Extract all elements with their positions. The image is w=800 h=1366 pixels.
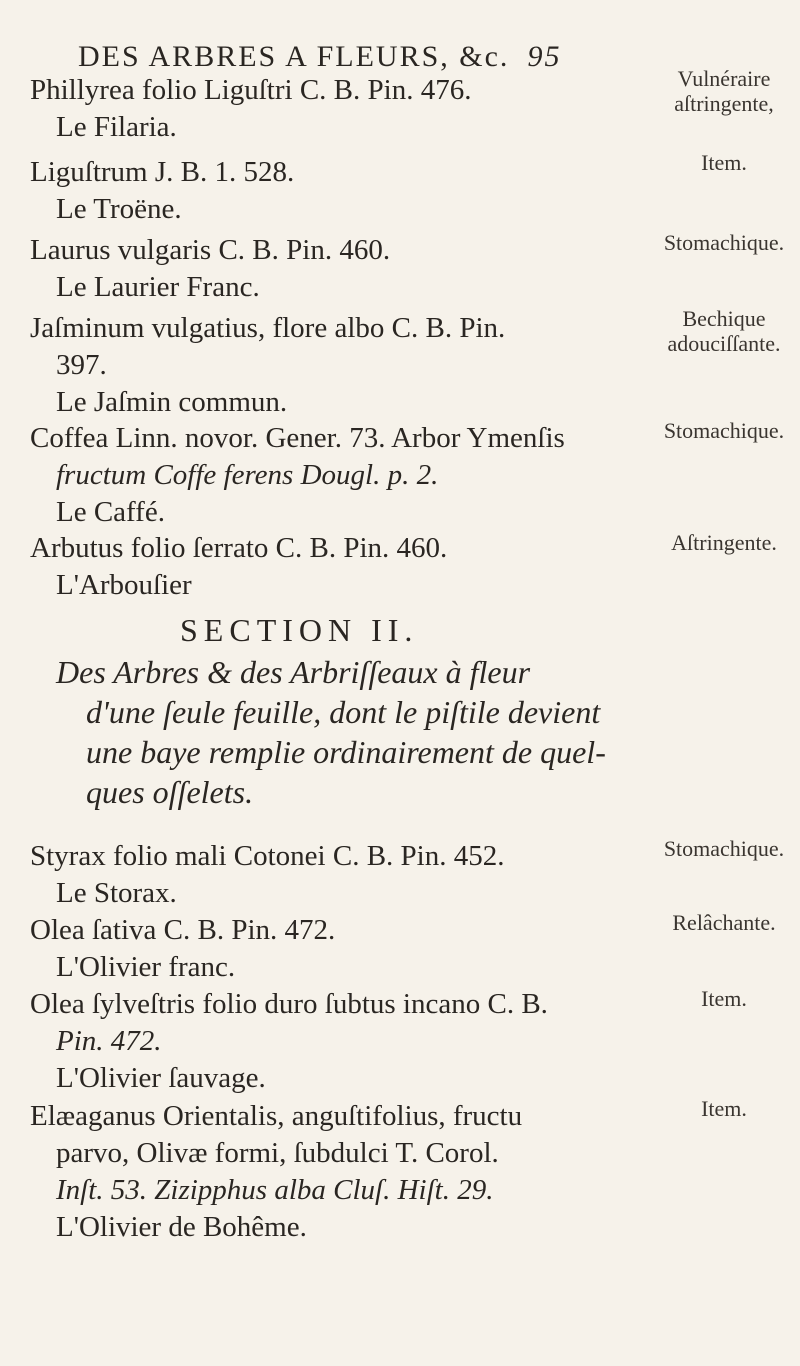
entry-note: Stomachique. (663, 230, 785, 255)
entry-french: Le Filaria. (56, 111, 177, 143)
section-subtitle (56, 652, 656, 812)
running-header (78, 40, 561, 74)
entry-french: L'Olivier ſauvage. (56, 1062, 266, 1094)
entry-note: Stomachique. (663, 418, 785, 443)
entry-note: Relâchante. (672, 910, 776, 935)
subtitle-line: Des Arbres & des Arbriſſeaux à fleur (56, 654, 531, 690)
subtitle-line: d'une ſeule feuille, dont le piſtile devient (86, 694, 601, 730)
entry-french: Le Storax. (56, 877, 177, 909)
entry-french: Le Troëne. (56, 193, 182, 225)
entry-latin: Elæaganus Orientalis, anguſtifolius, fructu (30, 1100, 523, 1132)
entry-latin: Coffea Linn. novor. Gener. 73. Arbor Ymenſis (30, 422, 565, 454)
entry-note: Item. (701, 1096, 747, 1121)
entry-note: Vulnéraire aſtringente, (674, 66, 774, 116)
entry-latin: Arbutus folio ſerrato C. B. Pin. 460. (30, 532, 448, 564)
entry-french: L'Arbouſier (56, 569, 192, 601)
entry-latin: Olea ſylveſtris folio duro ſubtus incano C. B. (30, 988, 548, 1020)
entry-french: L'Olivier de Bohême. (56, 1211, 307, 1243)
entry-french: L'Olivier franc. (56, 951, 236, 983)
entry-note: Item. (701, 986, 747, 1011)
entry-elaeaganus (30, 1098, 650, 1246)
entry-arbutus (30, 530, 650, 604)
entry-olea-sylvestris (30, 986, 650, 1097)
entry-ligustrum (30, 154, 650, 228)
entry-latin: Laurus vulgaris C. B. Pin. 460. (30, 234, 391, 266)
entry-phillyrea (30, 72, 650, 146)
entry-latin: Liguſtrum J. B. 1. 528. (30, 156, 295, 188)
entry-latin-cont: 397. (56, 349, 107, 381)
entry-french: Le Jaſmin commun. (56, 386, 288, 418)
entry-latin-cont: parvo, Olivæ formi, ſubdulci T. Corol. (56, 1137, 499, 1169)
entry-note: Bechique adouciſſante. (667, 306, 781, 356)
subtitle-line: ques oſſelets. (86, 774, 254, 810)
entry-french: Le Caffé. (56, 496, 165, 528)
entry-latin-cont: fructum Coffe ferens Dougl. p. 2. (56, 459, 439, 491)
section-heading: SECTION II. (180, 612, 419, 648)
page-number: 95 (527, 40, 562, 73)
entry-note: Stomachique. (663, 836, 785, 861)
header-title: DES ARBRES A FLEURS, &c. (78, 40, 510, 73)
entry-latin: Olea ſativa C. B. Pin. 472. (30, 914, 336, 946)
entry-note: Item. (701, 150, 747, 175)
entry-latin: Jaſminum vulgatius, flore albo C. B. Pin. (30, 312, 506, 344)
entry-latin: Phillyrea folio Liguſtri C. B. Pin. 476. (30, 74, 472, 106)
entry-note: Aſtringente. (671, 530, 777, 555)
entry-latin-cont: Pin. 472. (56, 1025, 162, 1057)
entry-jasminum (30, 310, 650, 421)
entry-olea-sativa (30, 912, 650, 986)
entry-coffea (30, 420, 650, 531)
entry-french: Le Laurier Franc. (56, 271, 260, 303)
entry-laurus (30, 232, 650, 306)
subtitle-line: une baye remplie ordinairement de quel- (86, 734, 606, 770)
entry-latin-cont: Inſt. 53. Zizipphus alba Cluſ. Hiſt. 29. (56, 1174, 494, 1206)
entry-styrax (30, 838, 650, 912)
entry-latin: Styrax folio mali Cotonei C. B. Pin. 452. (30, 840, 505, 872)
